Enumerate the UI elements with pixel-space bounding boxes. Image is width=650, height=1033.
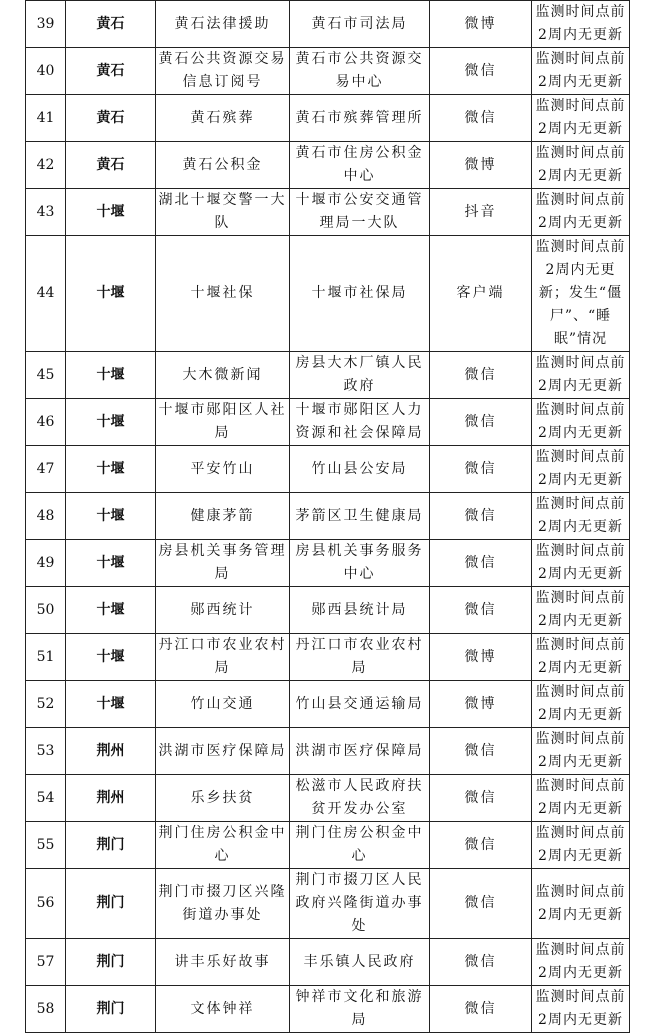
account-name-cell: 荆门市掇刀区兴隆街道办事处: [156, 869, 290, 939]
city-cell: 十堰: [66, 634, 156, 681]
organization-cell: 钟祥市文化和旅游局: [290, 986, 430, 1033]
city-cell: 荆门: [66, 822, 156, 869]
table-row: [26, 775, 630, 822]
city-cell: 十堰: [66, 189, 156, 236]
city-cell: 黄石: [66, 142, 156, 189]
city-cell: 黄石: [66, 1, 156, 48]
account-name-cell: 讲丰乐好故事: [156, 939, 290, 986]
organization-cell: 竹山县交通运输局: [290, 681, 430, 728]
platform-cell: 微博: [430, 634, 532, 681]
table-row: [26, 446, 630, 493]
account-name-cell: 健康茅箭: [156, 493, 290, 540]
city-cell: 荆州: [66, 728, 156, 775]
organization-cell: 松滋市人民政府扶贫开发办公室: [290, 775, 430, 822]
platform-cell: 微信: [430, 822, 532, 869]
note-cell: 监测时间点前2周内无更新: [532, 48, 630, 95]
platform-cell: 微信: [430, 48, 532, 95]
table-row: [26, 493, 630, 540]
table-row: [26, 1, 630, 48]
city-cell: 荆门: [66, 986, 156, 1033]
row-number-cell: 53: [26, 728, 66, 775]
platform-cell: 微博: [430, 1, 532, 48]
platform-cell: 客户端: [430, 236, 532, 352]
account-name-cell: 黄石法律援助: [156, 1, 290, 48]
organization-cell: 荆门市掇刀区人民政府兴隆街道办事处: [290, 869, 430, 939]
note-cell: 监测时间点前2周内无更新: [532, 95, 630, 142]
note-cell: 监测时间点前2周内无更新: [532, 587, 630, 634]
organization-cell: 十堰市社保局: [290, 236, 430, 352]
row-number-cell: 52: [26, 681, 66, 728]
city-cell: 十堰: [66, 236, 156, 352]
row-number-cell: 46: [26, 399, 66, 446]
city-cell: 十堰: [66, 681, 156, 728]
table-row: [26, 939, 630, 986]
account-name-cell: 洪湖市医疗保障局: [156, 728, 290, 775]
table-row: [26, 95, 630, 142]
city-cell: 十堰: [66, 493, 156, 540]
table-row: [26, 822, 630, 869]
table-row: [26, 728, 630, 775]
note-cell: 监测时间点前2周内无更新: [532, 352, 630, 399]
account-name-cell: 大木微新闻: [156, 352, 290, 399]
platform-cell: 微信: [430, 775, 532, 822]
account-name-cell: 文体钟祥: [156, 986, 290, 1033]
organization-cell: 房县机关事务服务中心: [290, 540, 430, 587]
organization-cell: 竹山县公安局: [290, 446, 430, 493]
row-number-cell: 41: [26, 95, 66, 142]
organization-cell: 黄石市住房公积金中心: [290, 142, 430, 189]
organization-cell: 郧西县统计局: [290, 587, 430, 634]
row-number-cell: 56: [26, 869, 66, 939]
table-row: [26, 869, 630, 939]
table-row: [26, 540, 630, 587]
organization-cell: 十堰市郧阳区人力资源和社会保障局: [290, 399, 430, 446]
platform-cell: 微信: [430, 939, 532, 986]
account-name-cell: 平安竹山: [156, 446, 290, 493]
row-number-cell: 42: [26, 142, 66, 189]
platform-cell: 微信: [430, 446, 532, 493]
note-cell: 监测时间点前2周内无更新: [532, 540, 630, 587]
table-row: [26, 352, 630, 399]
note-cell: 监测时间点前2周内无更新: [532, 775, 630, 822]
table-row: [26, 681, 630, 728]
city-cell: 十堰: [66, 540, 156, 587]
table-row: [26, 142, 630, 189]
platform-cell: 抖音: [430, 189, 532, 236]
row-number-cell: 43: [26, 189, 66, 236]
row-number-cell: 40: [26, 48, 66, 95]
note-cell: 监测时间点前2周内无更新: [532, 446, 630, 493]
city-cell: 黄石: [66, 95, 156, 142]
account-name-cell: 乐乡扶贫: [156, 775, 290, 822]
city-cell: 十堰: [66, 587, 156, 634]
table-row: [26, 236, 630, 352]
row-number-cell: 47: [26, 446, 66, 493]
note-cell: 监测时间点前2周内无更新: [532, 986, 630, 1033]
platform-cell: 微信: [430, 399, 532, 446]
row-number-cell: 50: [26, 587, 66, 634]
row-number-cell: 55: [26, 822, 66, 869]
account-name-cell: 竹山交通: [156, 681, 290, 728]
table-body: [26, 1, 630, 1033]
platform-cell: 微信: [430, 986, 532, 1033]
table-row: [26, 634, 630, 681]
note-cell: 监测时间点前2周内无更新: [532, 822, 630, 869]
account-name-cell: 房县机关事务管理局: [156, 540, 290, 587]
note-cell: 监测时间点前2周内无更新: [532, 142, 630, 189]
account-name-cell: 荆门住房公积金中心: [156, 822, 290, 869]
organization-cell: 黄石市殡葬管理所: [290, 95, 430, 142]
note-cell: 监测时间点前2周内无更新: [532, 728, 630, 775]
account-name-cell: 丹江口市农业农村局: [156, 634, 290, 681]
platform-cell: 微信: [430, 493, 532, 540]
organization-cell: 房县大木厂镇人民政府: [290, 352, 430, 399]
city-cell: 十堰: [66, 352, 156, 399]
account-name-cell: 黄石公积金: [156, 142, 290, 189]
organization-cell: 十堰市公安交通管理局一大队: [290, 189, 430, 236]
table-row: [26, 587, 630, 634]
organization-cell: 茅箭区卫生健康局: [290, 493, 430, 540]
table-row: [26, 48, 630, 95]
account-name-cell: 湖北十堰交警一大队: [156, 189, 290, 236]
row-number-cell: 49: [26, 540, 66, 587]
city-cell: 十堰: [66, 446, 156, 493]
note-cell: 监测时间点前2周内无更新: [532, 681, 630, 728]
account-name-cell: 黄石殡葬: [156, 95, 290, 142]
row-number-cell: 45: [26, 352, 66, 399]
platform-cell: 微信: [430, 540, 532, 587]
row-number-cell: 48: [26, 493, 66, 540]
note-cell: 监测时间点前2周内无更新；发生“僵尸”、“睡眠”情况: [532, 236, 630, 352]
row-number-cell: 57: [26, 939, 66, 986]
platform-cell: 微信: [430, 352, 532, 399]
table-row: [26, 986, 630, 1033]
organization-cell: 丰乐镇人民政府: [290, 939, 430, 986]
account-name-cell: 十堰社保: [156, 236, 290, 352]
note-cell: 监测时间点前2周内无更新: [532, 939, 630, 986]
note-cell: 监测时间点前2周内无更新: [532, 189, 630, 236]
platform-cell: 微信: [430, 95, 532, 142]
note-cell: 监测时间点前2周内无更新: [532, 1, 630, 48]
city-cell: 荆州: [66, 775, 156, 822]
note-cell: 监测时间点前2周内无更新: [532, 869, 630, 939]
organization-cell: 黄石市公共资源交易中心: [290, 48, 430, 95]
organization-cell: 洪湖市医疗保障局: [290, 728, 430, 775]
organization-cell: 黄石市司法局: [290, 1, 430, 48]
row-number-cell: 58: [26, 986, 66, 1033]
table-row: [26, 399, 630, 446]
row-number-cell: 39: [26, 1, 66, 48]
note-cell: 监测时间点前2周内无更新: [532, 493, 630, 540]
table-row: [26, 189, 630, 236]
organization-cell: 丹江口市农业农村局: [290, 634, 430, 681]
platform-cell: 微信: [430, 728, 532, 775]
platform-cell: 微博: [430, 142, 532, 189]
city-cell: 十堰: [66, 399, 156, 446]
organization-cell: 荆门住房公积金中心: [290, 822, 430, 869]
city-cell: 黄石: [66, 48, 156, 95]
account-table: [25, 0, 630, 1033]
account-name-cell: 郧西统计: [156, 587, 290, 634]
note-cell: 监测时间点前2周内无更新: [532, 399, 630, 446]
platform-cell: 微信: [430, 587, 532, 634]
row-number-cell: 54: [26, 775, 66, 822]
platform-cell: 微博: [430, 681, 532, 728]
row-number-cell: 51: [26, 634, 66, 681]
city-cell: 荆门: [66, 939, 156, 986]
account-name-cell: 十堰市郧阳区人社局: [156, 399, 290, 446]
row-number-cell: 44: [26, 236, 66, 352]
platform-cell: 微信: [430, 869, 532, 939]
note-cell: 监测时间点前2周内无更新: [532, 634, 630, 681]
city-cell: 荆门: [66, 869, 156, 939]
account-name-cell: 黄石公共资源交易信息订阅号: [156, 48, 290, 95]
